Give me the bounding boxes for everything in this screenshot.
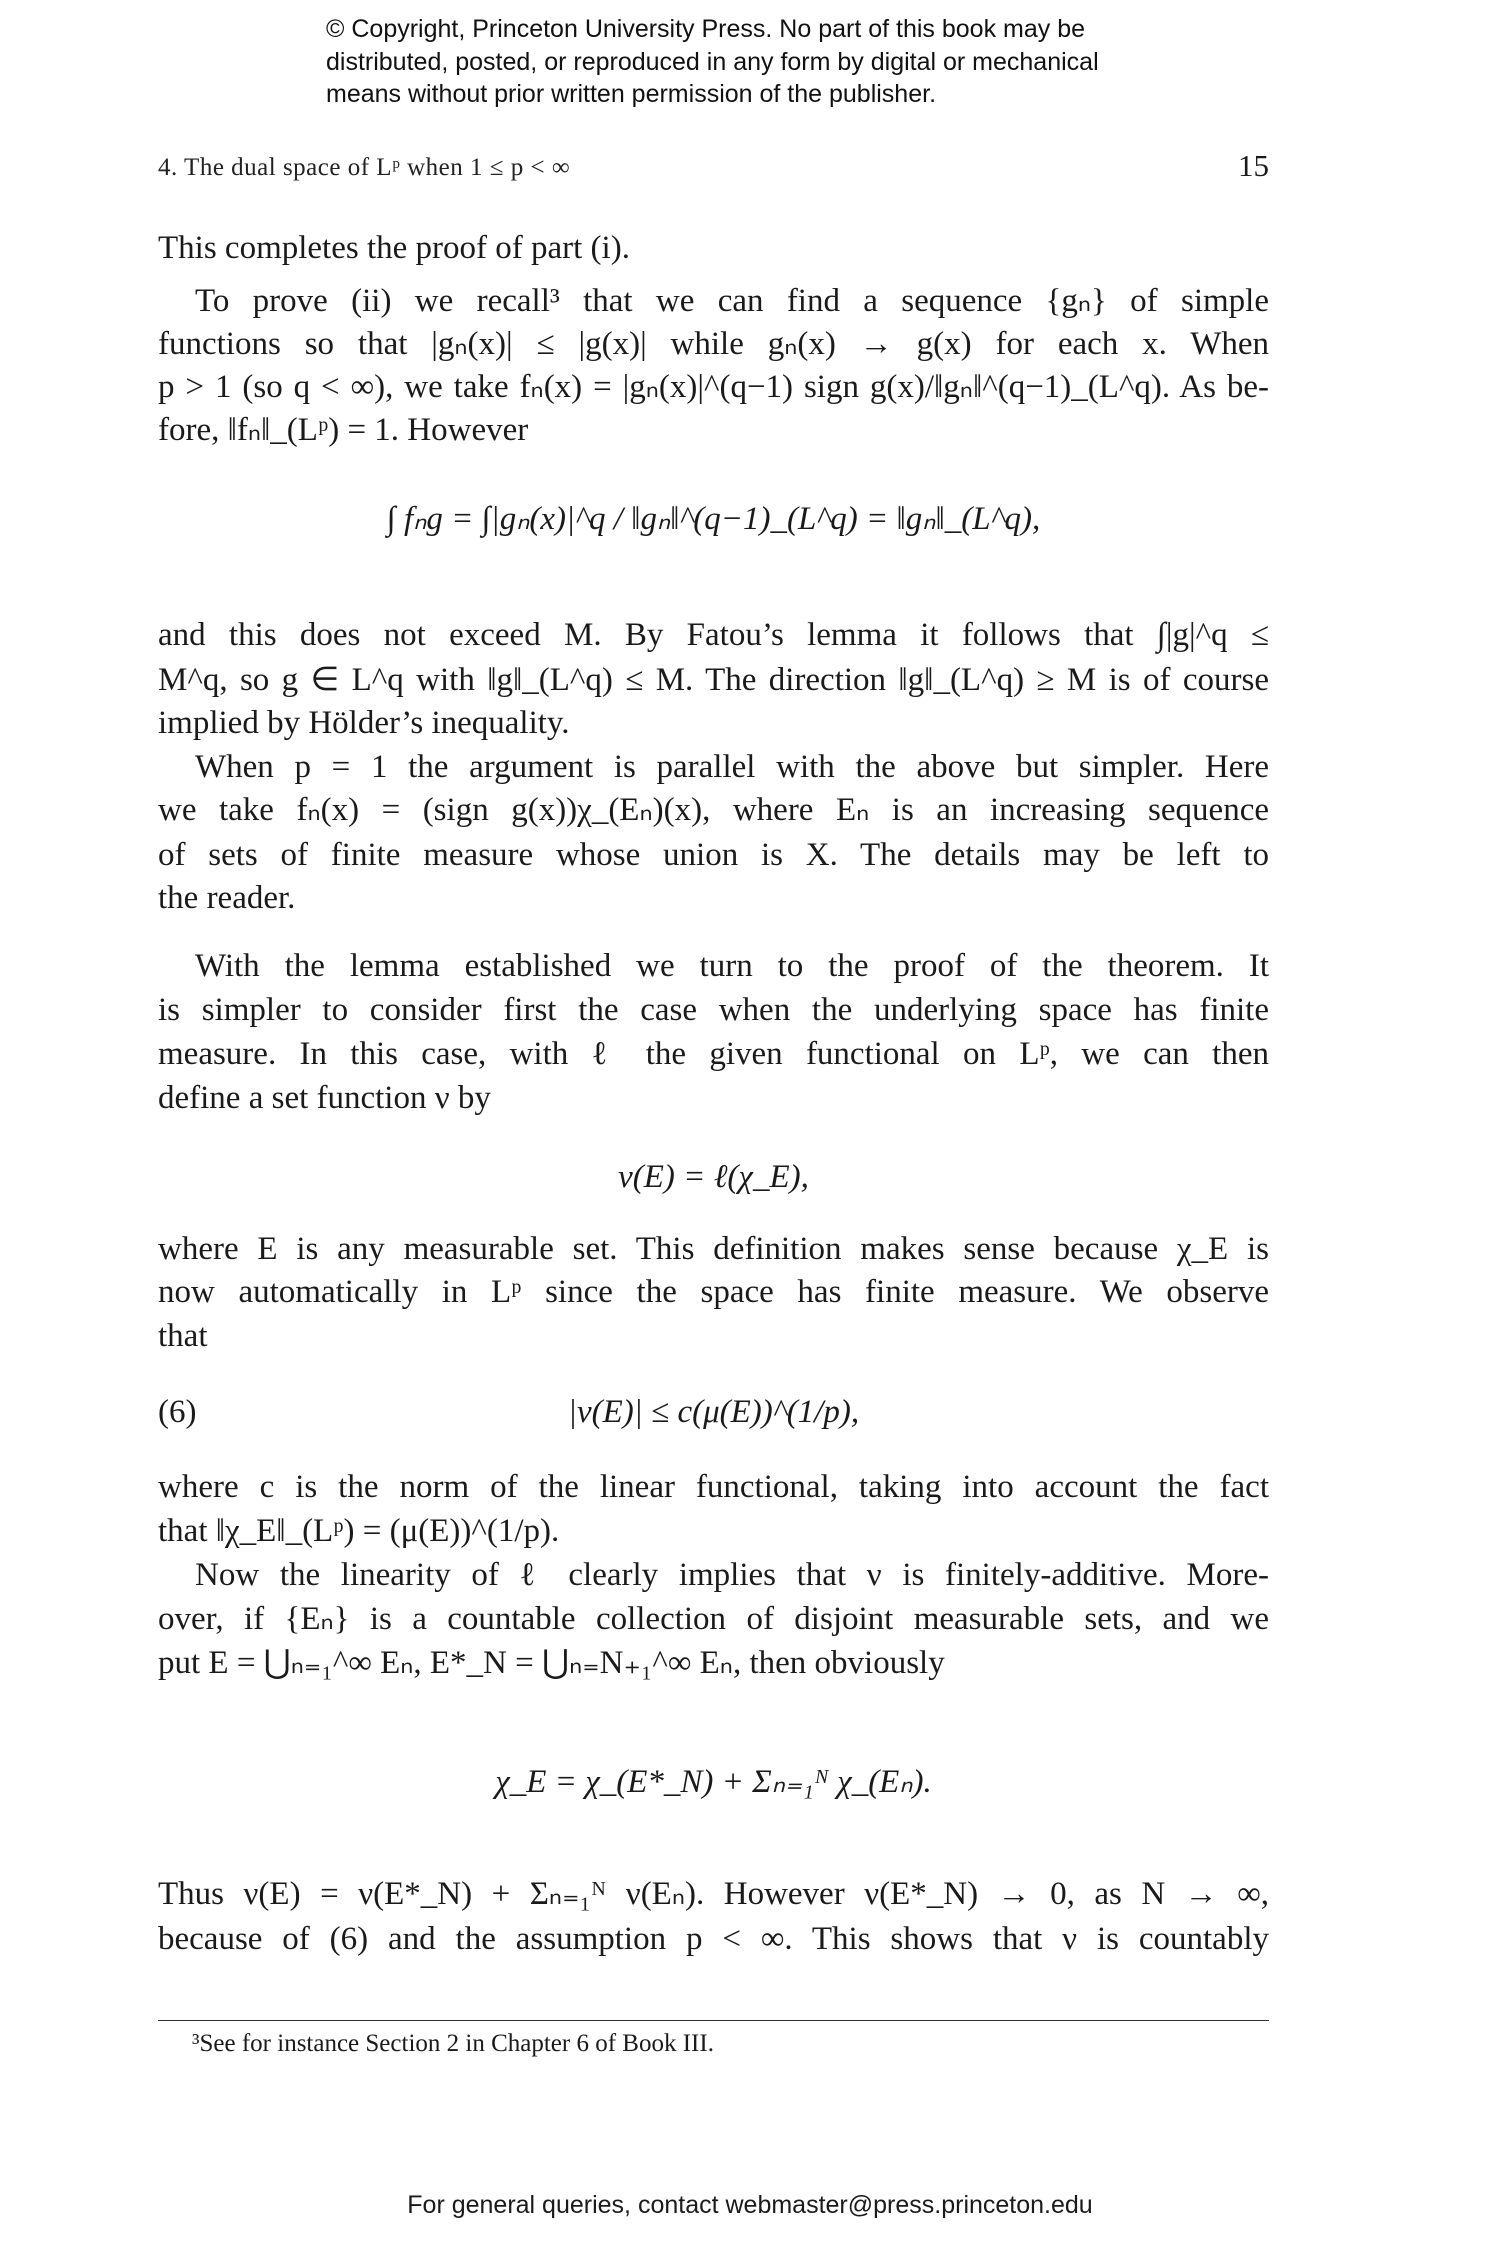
text-line: M^q, so g ∈ L^q with ‖g‖_(L^q) ≤ M. The direction ‖g‖_(L^q) ≥ M is of course [158, 662, 1269, 698]
text-line: This completes the proof of part (i). [158, 230, 630, 266]
copyright-line: means without prior written permission of the publisher. [326, 80, 937, 108]
contact-notice: For general queries, contact webmaster@press.princeton.edu [407, 2191, 1093, 2219]
text-line: implied by Hölder’s inequality. [158, 705, 570, 741]
copyright-line: © Copyright, Princeton University Press. No part of this book may be [326, 15, 1086, 43]
text-line: where E is any measurable set. This definition makes sense because χ_E is [158, 1231, 1269, 1267]
text-line: With the lemma established we turn to the proof of the theorem. It [195, 948, 1269, 984]
text-line: the reader. [158, 880, 296, 916]
text-line: p > 1 (so q < ∞), we take fₙ(x) = |gₙ(x)|^(q−1) sign g(x)/‖gₙ‖^(q−1)_(L^q). As be- [158, 369, 1269, 405]
text-line: put E = ⋃ₙ₌₁^∞ Eₙ, E*_N = ⋃ₙ₌N₊₁^∞ Eₙ, then obviously [158, 1645, 945, 1681]
text-line: of sets of finite measure whose union is X. The details may be left to [158, 837, 1269, 873]
text-line: To prove (ii) we recall³ that we can find a sequence {gₙ} of simple [195, 283, 1269, 319]
text-line: fore, ‖fₙ‖_(Lᵖ) = 1. However [158, 412, 529, 448]
running-header: 4. The dual space of Lᵖ when 1 ≤ p < ∞ [158, 154, 571, 181]
text-line: that [158, 1318, 208, 1354]
copyright-line: distributed, posted, or reproduced in any form by digital or mechanical [326, 48, 1099, 76]
text-line: Now the linearity of ℓ clearly implies that ν is finitely-additive. More- [195, 1557, 1269, 1593]
display-equation: ∫ fₙg = ∫|gₙ(x)|^q / ‖gₙ‖^(q−1)_(L^q) = ‖gₙ‖_(L^q), [386, 501, 1041, 537]
text-line: over, if {Eₙ} is a countable collection of disjoint measurable sets, and we [158, 1601, 1269, 1637]
text-line: because of (6) and the assumption p < ∞. This shows that ν is countably [158, 1921, 1269, 1957]
display-equation: χ_E = χ_(E*_N) + Σₙ₌₁ᴺ χ_(Eₙ). [495, 1764, 932, 1800]
text-line: that ‖χ_E‖_(Lᵖ) = (μ(E))^(1/p). [158, 1513, 560, 1549]
page-number: 15 [1238, 148, 1269, 183]
text-line: where c is the norm of the linear functional, taking into account the fact [158, 1469, 1269, 1505]
footnote: ³See for instance Section 2 in Chapter 6 of Book III. [192, 2030, 714, 2057]
text-line: we take fₙ(x) = (sign g(x))χ_(Eₙ)(x), where Eₙ is an increasing sequence [158, 792, 1269, 828]
footnote-rule [158, 2020, 1269, 2021]
text-line: is simpler to consider first the case when the underlying space has finite [158, 992, 1269, 1028]
text-line: When p = 1 the argument is parallel with the above but simpler. Here [195, 749, 1269, 785]
text-line: Thus ν(E) = ν(E*_N) + Σₙ₌₁ᴺ ν(Eₙ). However ν(E*_N) → 0, as N → ∞, [158, 1876, 1269, 1912]
text-line: functions so that |gₙ(x)| ≤ |g(x)| while gₙ(x) → g(x) for each x. When [158, 326, 1269, 362]
text-line: measure. In this case, with ℓ the given functional on Lᵖ, we can then [158, 1036, 1269, 1072]
text-line: and this does not exceed M. By Fatou’s lemma it follows that ∫|g|^q ≤ [158, 617, 1269, 653]
text-line: define a set function ν by [158, 1080, 491, 1116]
equation-label: (6) [158, 1394, 197, 1430]
text-line: now automatically in Lᵖ since the space has finite measure. We observe [158, 1274, 1269, 1310]
display-equation: ν(E) = ℓ(χ_E), [618, 1159, 809, 1195]
display-equation: |ν(E)| ≤ c(μ(E))^(1/p), [567, 1394, 860, 1430]
